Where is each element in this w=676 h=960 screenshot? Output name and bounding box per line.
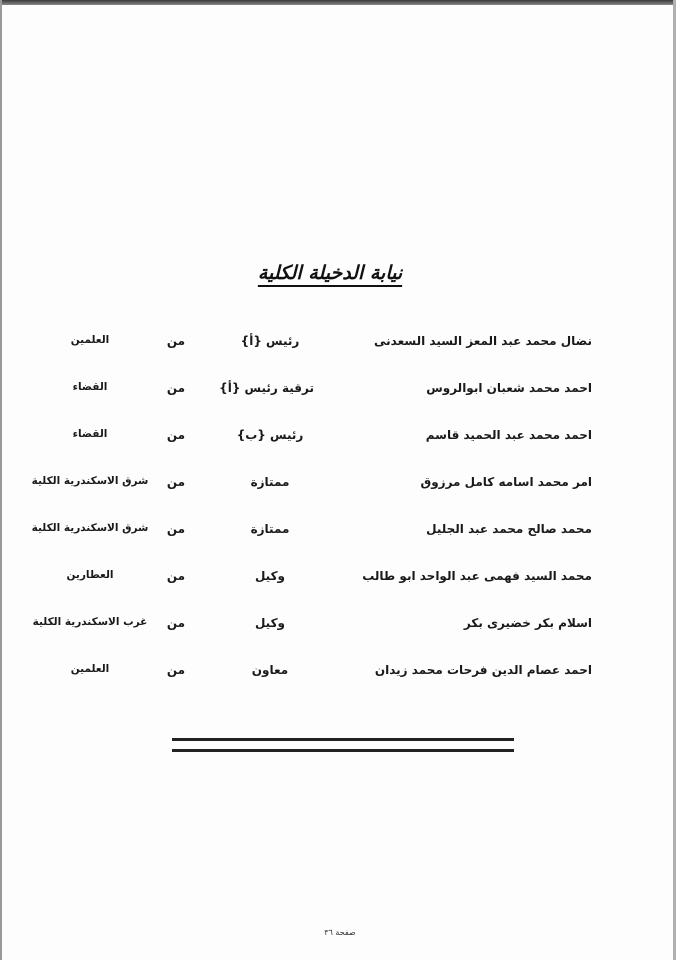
from-label: من (166, 569, 186, 583)
section-divider (172, 738, 514, 752)
page-title: نيابة الدخيلة الكلية (257, 262, 403, 284)
from-label: من (166, 522, 186, 536)
list-item (0, 326, 676, 373)
origin-office: شرق الاسكندرية الكلية (31, 522, 149, 534)
from-label: من (166, 616, 186, 630)
list-item (0, 467, 676, 514)
from-label: من (166, 381, 186, 395)
from-label: من (166, 334, 186, 348)
person-rank: وكيل (254, 569, 286, 583)
list-item (0, 655, 676, 702)
person-rank: ترقية رئيس {أ} (219, 381, 314, 395)
origin-office: القضاء (72, 381, 108, 393)
list-item (0, 373, 676, 420)
person-rank: معاون (251, 663, 289, 677)
person-rank: رئيس {ب} (236, 428, 304, 442)
person-name: احمد محمد عبد الحميد قاسم (425, 428, 592, 442)
person-rank: ممتازة (250, 522, 290, 536)
person-rank: رئيس {أ} (240, 334, 300, 348)
list-item (0, 514, 676, 561)
origin-office: غرب الاسكندرية الكلية (32, 616, 148, 628)
person-name: نضال محمد عبد المعز السيد السعدنى (374, 334, 592, 348)
person-name: امر محمد اسامه كامل مرزوق (420, 475, 592, 489)
page-number: صفحة ٣٦ (324, 928, 356, 937)
person-name: محمد صالح محمد عبد الجليل (426, 522, 592, 536)
person-name: احمد محمد شعبان ابوالروس (426, 381, 592, 395)
person-name: احمد عصام الدين فرحات محمد زيدان (374, 663, 592, 677)
origin-office: العطارين (66, 569, 114, 581)
origin-office: شرق الاسكندرية الكلية (31, 475, 149, 487)
scan-edge-top (0, 0, 676, 5)
from-label: من (166, 663, 186, 677)
person-rank: ممتازة (250, 475, 290, 489)
person-name: اسلام بكر خضيرى بكر (463, 616, 592, 630)
list-item (0, 561, 676, 608)
from-label: من (166, 428, 186, 442)
person-name: محمد السيد فهمى عبد الواحد ابو طالب (362, 569, 592, 583)
origin-office: العلمين (70, 334, 110, 346)
person-rank: وكيل (254, 616, 286, 630)
assignment-list (0, 326, 676, 702)
from-label: من (166, 475, 186, 489)
origin-office: القضاء (72, 428, 108, 440)
list-item (0, 608, 676, 655)
list-item (0, 420, 676, 467)
origin-office: العلمين (70, 663, 110, 675)
